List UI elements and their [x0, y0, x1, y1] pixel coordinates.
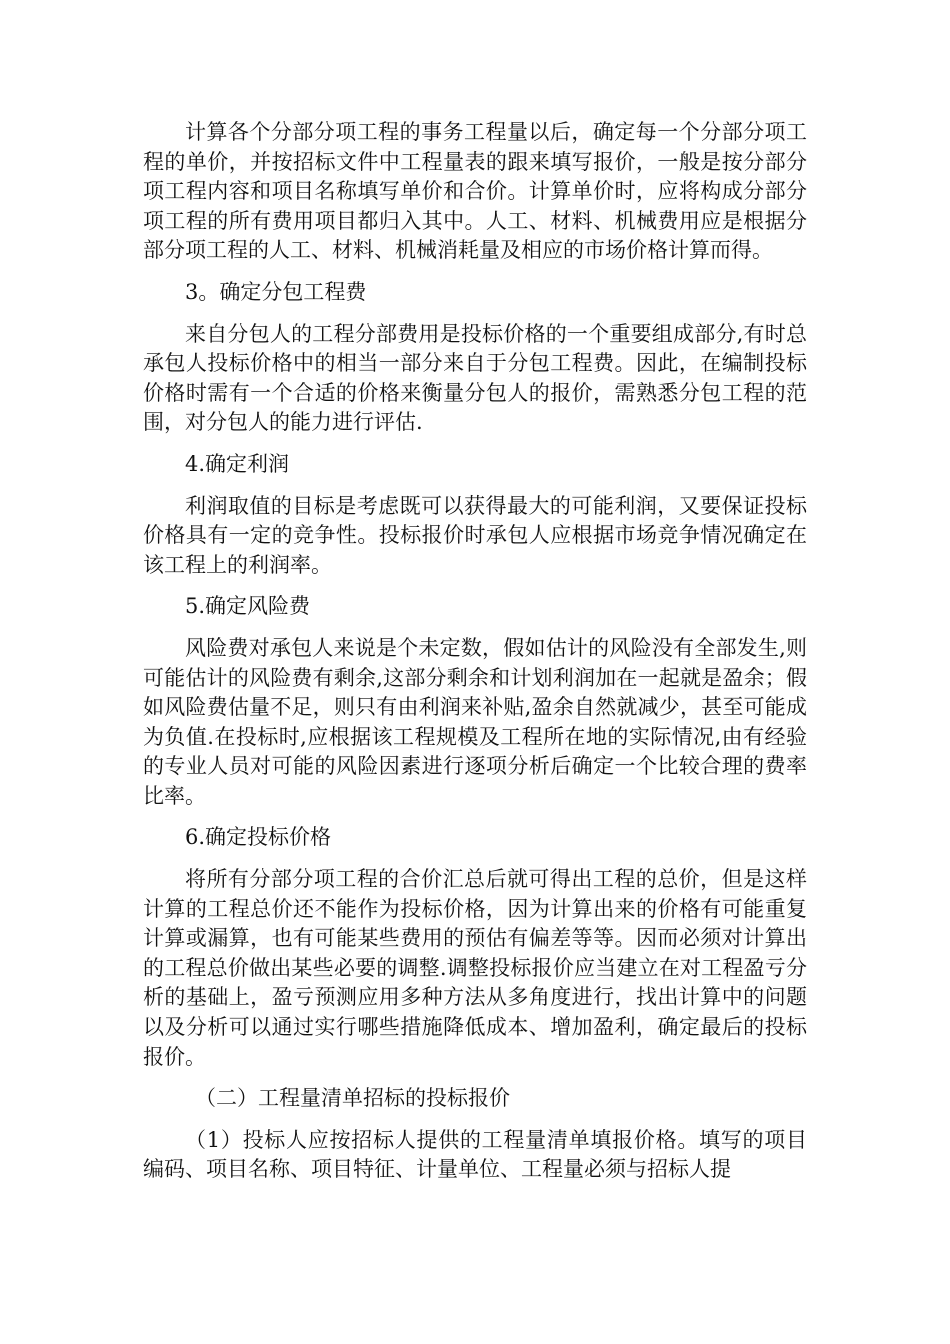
heading-bid-price: 6.确定投标价格 [185, 825, 332, 850]
heading-subcontract-cost: 3。确定分包工程费 [185, 279, 367, 304]
paragraph-risk-cost: 风险费对承包人来说是个未定数，假如估计的风险没有全部发生,则可能估计的风险费有剩余,这部分剩余和计划利润加在一起就是盈余；假如风险费估量不足，则只有由利润来补贴,盈余自然就减少，甚至可能成为负值.在投标时,应根据该工程规模及工程所在地的实际情况,由有经验的专业人员对可能的风险因素进行逐项分析后确定一个比较合理的费率比率。 [143, 635, 807, 808]
paragraph-profit: 利润取值的目标是考虑既可以获得最大的可能利润，又要保证投标价格具有一定的竞争性。投标报价时承包人应根据市场竞争情况确定在该工程上的利润率。 [143, 493, 807, 577]
document-page [143, 118, 807, 1197]
paragraph-subcontract-cost: 来自分包人的工程分部费用是投标价格的一个重要组成部分,有时总承包人投标价格中的相当一部分来自于分包工程费。因此，在编制投标价格时需有一个合适的价格来衡量分包人的报价，需熟悉分包工程的范围，对分包人的能力进行评估. [143, 321, 807, 435]
heading-profit: 4.确定利润 [185, 451, 290, 476]
heading-risk-cost: 5.确定风险费 [185, 594, 311, 619]
paragraph-bill-of-quantities: （1）投标人应按招标人提供的工程量清单填报价格。填写的项目编码、项目名称、项目特征、计量单位、工程量必须与招标人提 [143, 1127, 807, 1182]
heading-bill-of-quantities: （二）工程量清单招标的投标报价 [195, 1086, 510, 1111]
paragraph-bid-price: 将所有分部分项工程的合价汇总后就可得出工程的总价，但是这样计算的工程总价还不能作为投标价格，因为计算出来的价格有可能重复计算或漏算，也有可能某些费用的预估有偏差等等。因而必须对计算出的工程总价做出某些必要的调整.调整投标报价应当建立在对工程盈亏分析的基础上，盈亏预测应用多种方法从多角度进行，找出计算中的问题以及分析可以通过实行哪些措施降低成本、增加盈利，确定最后的投标报价。 [143, 867, 807, 1069]
paragraph-unit-price: 计算各个分部分项工程的事务工程量以后，确定每一个分部分项工程的单价，并按招标文件中工程量表的跟来填写报价，一般是按分部分项工程内容和项目名称填写单价和合价。计算单价时，应将构成分部分项工程的所有费用项目都归入其中。人工、材料、机械费用应是根据分部分项工程的人工、材料、机械消耗量及相应的市场价格计算而得。 [143, 120, 807, 263]
